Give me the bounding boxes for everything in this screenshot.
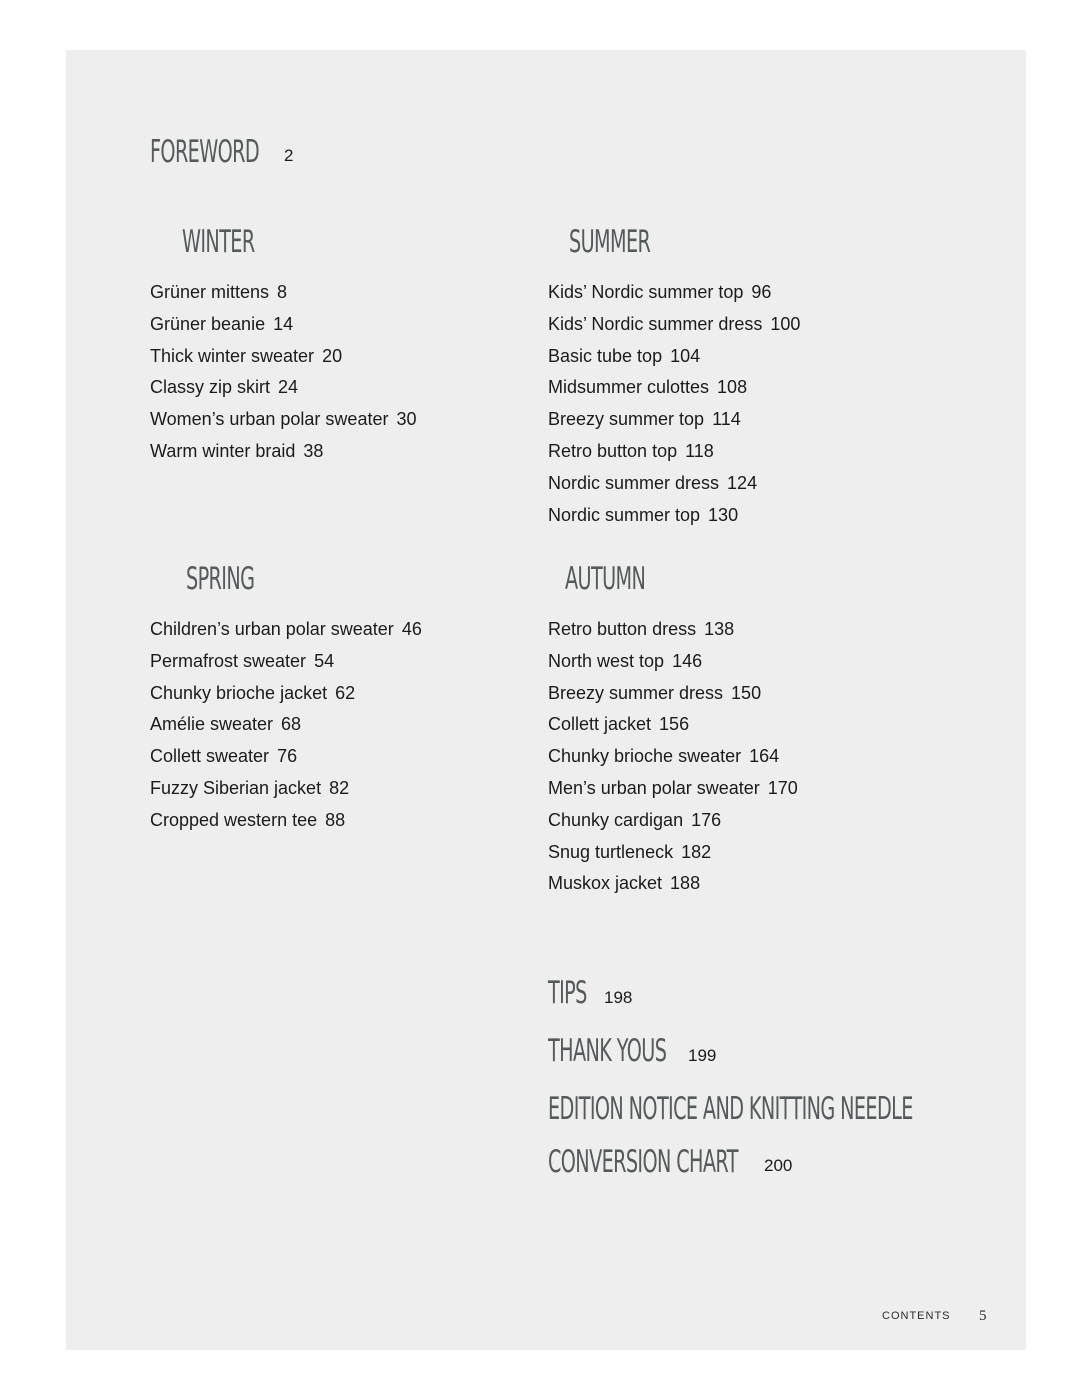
conversion-chart-heading: CONVERSION CHART	[548, 1144, 738, 1180]
list-item: Midsummer culottes 108	[548, 377, 748, 398]
summer-heading: SUMMER	[569, 224, 651, 260]
tips-page-number: 198	[604, 988, 633, 1007]
footer-section-label: CONTENTS	[882, 1310, 951, 1322]
list-item: Women’s urban polar sweater 30	[150, 409, 417, 430]
winter-heading: WINTER	[182, 224, 255, 260]
list-item: Collett sweater 76	[150, 746, 298, 767]
list-item: Breezy summer top 114	[548, 409, 741, 430]
list-item: Basic tube top 104	[548, 345, 701, 366]
list-item: Retro button dress 138	[548, 619, 735, 639]
list-item: Grüner beanie 14	[150, 313, 294, 334]
list-item: Men’s urban polar sweater 170	[548, 777, 798, 798]
spring-heading: SPRING	[186, 561, 255, 597]
thank-yous-page-number: 199	[688, 1046, 717, 1065]
list-item: Retro button top 118	[548, 440, 714, 461]
list-item: Grüner mittens 8	[150, 282, 288, 302]
list-item: Cropped western tee 88	[150, 809, 346, 830]
list-item: Chunky brioche sweater 164	[548, 746, 780, 767]
thank-yous-heading: THANK YOUS	[548, 1033, 667, 1069]
edition-page-number: 200	[764, 1156, 793, 1175]
list-item: Snug turtleneck 182	[548, 841, 712, 862]
autumn-heading: AUTUMN	[565, 561, 646, 597]
list-item: Children’s urban polar sweater 46	[150, 619, 422, 639]
list-item: Muskox jacket 188	[548, 873, 701, 894]
list-item: Nordic summer dress 124	[548, 472, 758, 493]
list-item: Amélie sweater 68	[150, 714, 302, 735]
list-item: Breezy summer dress 150	[548, 682, 762, 703]
autumn-list	[548, 614, 798, 900]
foreword-heading: FOREWORD	[150, 134, 260, 170]
list-item: Warm winter braid 38	[150, 440, 324, 461]
list-item: Collett jacket 156	[548, 714, 690, 735]
contents-page	[66, 50, 1026, 1350]
list-item: Kids’ Nordic summer dress 100	[548, 313, 801, 334]
list-item: Chunky brioche jacket 62	[150, 682, 356, 703]
foreword-page-number: 2	[284, 146, 294, 165]
list-item: Kids’ Nordic summer top 96	[548, 282, 772, 302]
spring-list	[150, 614, 422, 837]
list-item: Permafrost sweater 54	[150, 650, 335, 671]
list-item: Thick winter sweater 20	[150, 345, 343, 366]
list-item: Chunky cardigan 176	[548, 809, 722, 830]
list-item: Nordic summer top 130	[548, 504, 739, 525]
list-item: Fuzzy Siberian jacket 82	[150, 777, 350, 798]
winter-list	[150, 277, 417, 468]
summer-list	[548, 277, 800, 531]
list-item: North west top 146	[548, 650, 703, 671]
footer-page-number: 5	[979, 1308, 987, 1324]
edition-notice-heading: EDITION NOTICE AND KNITTING NEEDLE	[548, 1091, 913, 1127]
list-item: Classy zip skirt 24	[150, 377, 299, 398]
tips-heading: TIPS	[548, 975, 587, 1011]
